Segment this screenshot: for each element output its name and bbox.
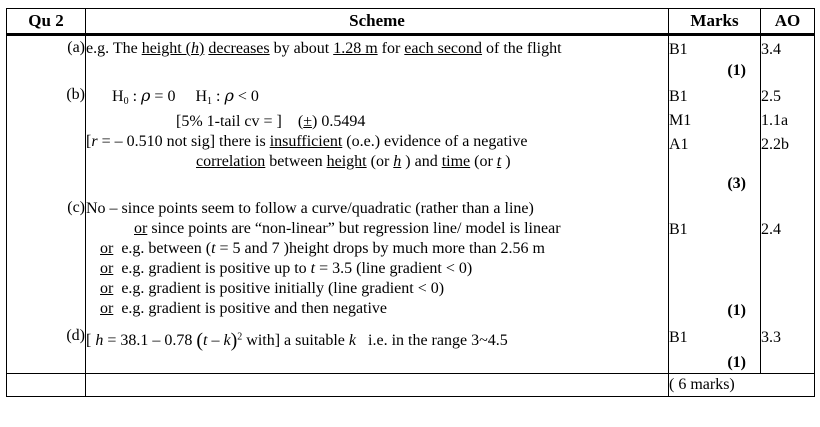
part-d-marks: [669, 321, 761, 374]
part-b-subtotal: (3): [727, 175, 746, 192]
part-b-ao-value-3: 2.2b: [761, 136, 789, 153]
part-b-label: (b): [7, 81, 86, 194]
row-total: [7, 374, 815, 397]
part-d-scheme-text: [ h = 38.1 – 0.78 (t – k)$^2$ with] a suitable k i.e. in the range 3~4.5: [86, 329, 508, 352]
header-question: Qu 2: [7, 9, 86, 35]
part-a-label: (a): [7, 35, 86, 82]
row-part-b: [7, 81, 815, 194]
part-c-line-3: or e.g. between (t = 5 and 7 )height drops by much more than 2.56 m: [100, 240, 545, 257]
part-b-scheme: [86, 81, 669, 194]
part-b-marks: [669, 81, 761, 194]
part-d-mark-code: B1: [669, 329, 688, 346]
part-d-label: (d): [7, 321, 86, 374]
table-header-row: [7, 9, 815, 35]
part-c-line-5: or e.g. gradient is positive initially (line gradient < 0): [100, 280, 445, 297]
part-a-mark-code: B1: [669, 41, 688, 58]
part-d-scheme: [86, 321, 669, 374]
part-a-marks: [669, 35, 761, 82]
part-c-marks: [669, 194, 761, 321]
row-part-c: [7, 194, 815, 321]
part-b-mark-code-3: A1: [669, 136, 689, 153]
part-a-ao-value: 3.4: [761, 41, 781, 58]
part-c-subtotal: (1): [727, 302, 746, 319]
part-b-ao: [761, 81, 815, 194]
part-a-ao: [761, 35, 815, 82]
total-marks-cell: ( 6 marks): [669, 374, 815, 397]
header-scheme: Scheme: [86, 9, 669, 35]
part-b-hypotheses: $H_0$ : ρ = 0 $H_1$ : ρ < 0: [112, 86, 259, 107]
part-c-label: (c): [7, 194, 86, 321]
part-a-scheme-text: e.g. The height (h) decreases by about 1.28 m for each second of the flight: [86, 40, 562, 57]
part-b-ao-value-1: 2.5: [761, 88, 781, 105]
part-b-mark-code-2: M1: [669, 112, 692, 129]
part-c-ao-value: 2.4: [761, 221, 781, 238]
header-marks: Marks: [669, 9, 761, 35]
part-b-mark-code-1: B1: [669, 88, 688, 105]
part-b-conclusion-line1: [r = – 0.510 not sig] there is insufficient (o.e.) evidence of a negative: [86, 132, 528, 150]
total-blank-scheme: [86, 374, 669, 397]
part-c-mark-code: B1: [669, 221, 688, 238]
total-blank-question: [7, 374, 86, 397]
part-d-subtotal: (1): [727, 354, 746, 371]
part-d-ao: [761, 321, 815, 374]
header-ao: AO: [761, 9, 815, 35]
part-c-line-4: or e.g. gradient is positive up to t = 3.5 (line gradient < 0): [100, 260, 473, 277]
part-c-line-1: No – since points seem to follow a curve/quadratic (rather than a line): [86, 200, 534, 217]
part-c-line-6: or e.g. gradient is positive and then negative: [100, 300, 388, 317]
part-b-conclusion-line2: correlation between height (or h ) and time (or t ): [196, 152, 511, 170]
mark-scheme-table: [6, 8, 815, 397]
row-part-d: [7, 321, 815, 374]
part-b-critical-value: [5% 1-tail cv = ] (±) 0.5494: [176, 112, 366, 130]
part-c-ao: [761, 194, 815, 321]
part-a-scheme: [86, 35, 669, 82]
part-c-scheme: [86, 194, 669, 321]
part-a-subtotal: (1): [727, 62, 746, 79]
row-part-a: [7, 35, 815, 82]
part-b-ao-value-2: 1.1a: [761, 112, 789, 129]
part-c-line-2: or since points are “non-linear” but regression line/ model is linear: [134, 220, 561, 237]
part-d-ao-value: 3.3: [761, 329, 781, 346]
